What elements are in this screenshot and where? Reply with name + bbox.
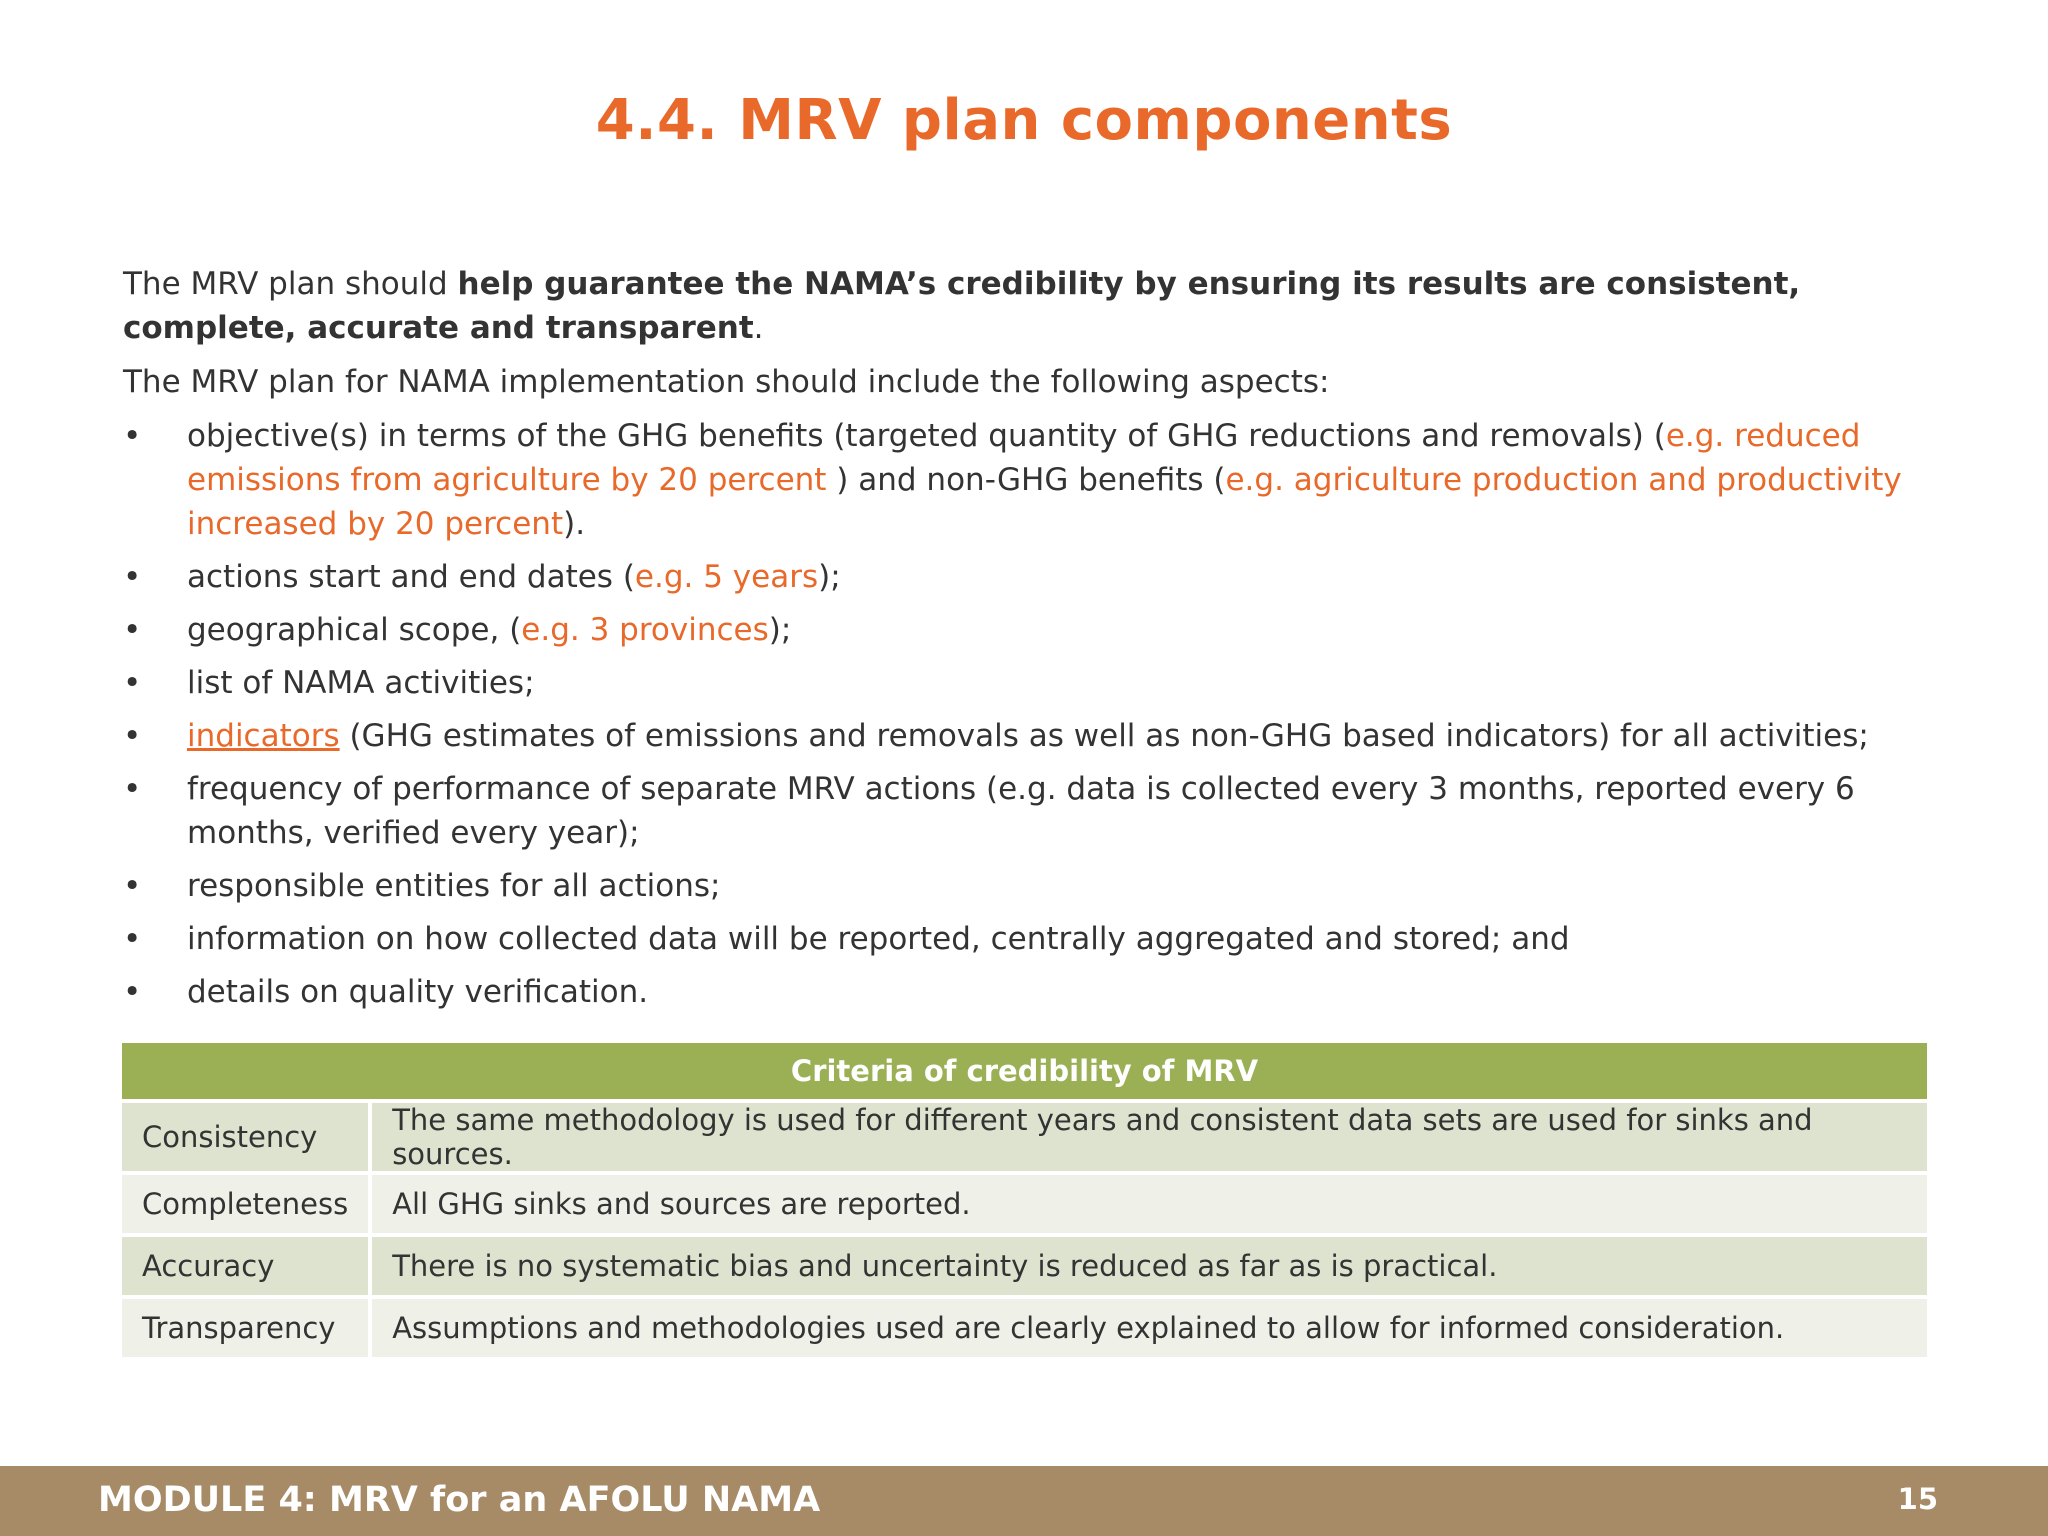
slide-title: 4.4. MRV plan components	[595, 88, 1453, 153]
slide-body	[123, 262, 1933, 1023]
criteria-table-header: Criteria of credibility of MRV	[122, 1043, 1927, 1101]
criterion-description: There is no systematic bias and uncertainty is reduced as far as is practical.	[370, 1235, 1927, 1297]
example-text: e.g. agriculture production and productivity increased by 20 percent	[187, 462, 1902, 542]
bullet-icon: •	[123, 418, 142, 454]
table-row	[122, 1235, 1927, 1297]
table-row	[122, 1297, 1927, 1357]
indicators-link[interactable]: indicators	[187, 718, 340, 754]
table-row	[122, 1173, 1927, 1235]
bullet-icon: •	[123, 612, 142, 648]
criterion-name: Accuracy	[122, 1235, 370, 1297]
table-row	[122, 1101, 1927, 1173]
list-item-frequency: • frequency of performance of separate MRV actions (e.g. data is collected every 3 months, reported every 6 months, verified every year);	[123, 767, 1933, 855]
bullet-icon: •	[123, 921, 142, 957]
bullet-icon: •	[123, 559, 142, 595]
list-item-dates: • actions start and end dates (e.g. 5 years);	[123, 555, 1933, 599]
list-item-indicators: • indicators (GHG estimates of emissions and removals as well as non-GHG based indicators) for all activities;	[123, 714, 1933, 758]
list-item-objectives: • objective(s) in terms of the GHG benefits (targeted quantity of GHG reductions and removals) (e.g. reduced emissions from agriculture by 20 percent ) and non-GHG benefits (e.g. agriculture production and productivity increased by 20 percent).	[123, 414, 1933, 546]
criterion-name: Transparency	[122, 1297, 370, 1357]
criterion-description: Assumptions and methodologies used are clearly explained to allow for informed consideration.	[370, 1297, 1927, 1357]
example-text: e.g. 5 years	[634, 559, 819, 595]
intro-suffix: .	[753, 310, 764, 346]
list-item-quality: • details on quality verification.	[123, 970, 1933, 1014]
bullet-icon: •	[123, 771, 142, 807]
aspects-list	[123, 414, 1933, 1014]
list-item-activities: • list of NAMA activities;	[123, 661, 1933, 705]
footer-bar	[0, 1466, 2048, 1536]
criteria-table	[122, 1043, 1927, 1357]
list-item-scope: • geographical scope, (e.g. 3 provinces);	[123, 608, 1933, 652]
criterion-description: The same methodology is used for different years and consistent data sets are used for sinks and sources.	[370, 1101, 1927, 1173]
criterion-name: Completeness	[122, 1173, 370, 1235]
example-text: e.g. reduced emissions from agriculture by 20 percent	[187, 418, 1861, 498]
intro-bold: help guarantee the NAMA’s credibility by ensuring its results are consistent, complete, accurate and transparent	[123, 266, 1801, 346]
intro-paragraph	[123, 262, 1933, 350]
bullet-icon: •	[123, 868, 142, 904]
example-text: e.g. 3 provinces	[521, 612, 769, 648]
page-number: 15	[1897, 1482, 1938, 1516]
bullet-icon: •	[123, 665, 142, 701]
list-item-entities: • responsible entities for all actions;	[123, 864, 1933, 908]
list-item-information: • information on how collected data will be reported, centrally aggregated and stored; and	[123, 917, 1933, 961]
criterion-description: All GHG sinks and sources are reported.	[370, 1173, 1927, 1235]
bullet-icon: •	[123, 974, 142, 1010]
bullet-icon: •	[123, 718, 142, 754]
aspects-intro: The MRV plan for NAMA implementation should include the following aspects:	[123, 364, 1330, 400]
criterion-name: Consistency	[122, 1101, 370, 1173]
intro-prefix: The MRV plan should	[123, 266, 458, 302]
footer-module-title: MODULE 4: MRV for an AFOLU NAMA	[98, 1480, 821, 1520]
